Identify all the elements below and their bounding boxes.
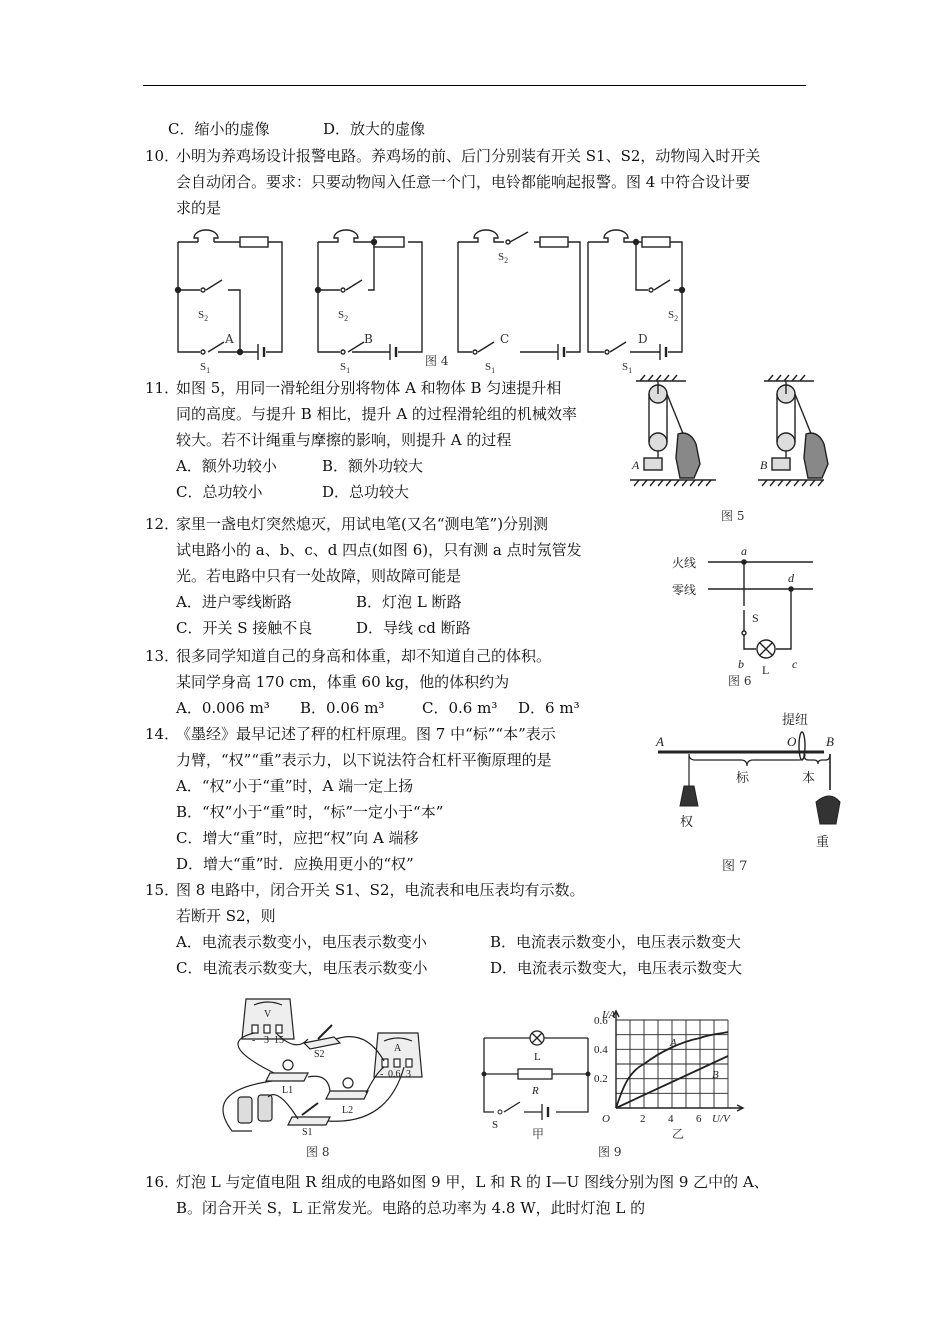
svg-text:6: 6	[696, 1113, 702, 1125]
figure-9b-iu-chart	[594, 1009, 750, 1130]
q10-number: 10．	[145, 147, 180, 165]
q15-option-d: D．电流表示数变大，电压表示数变大	[490, 959, 743, 977]
q14-number: 14．	[145, 725, 180, 743]
q15-stem-1: 图 8 电路中，闭合开关 S1、S2，电流表和电压表均有示数。	[176, 881, 585, 899]
svg-text:标: 标	[736, 770, 750, 785]
svg-text:S2: $S_2$	[338, 309, 349, 323]
svg-text:3: 3	[406, 1069, 411, 1080]
fig4-panel-d-label: D	[638, 332, 648, 346]
svg-text:4: 4	[668, 1113, 674, 1125]
svg-text:S2: $S_2$	[668, 309, 679, 323]
header-rule	[143, 85, 806, 86]
svg-text:L1: L1	[282, 1085, 294, 1096]
q11-option-b: B．额外功较大	[322, 457, 424, 475]
fig9-sub-a: 甲	[532, 1127, 545, 1141]
q11-option-a: A．额外功较小	[176, 457, 277, 475]
figure-4-circuits	[170, 228, 710, 375]
figure-8-circuit	[218, 995, 448, 1138]
fig4-panel-c-label: C	[500, 332, 510, 346]
figure-7-steelyard	[652, 710, 832, 860]
q10-stem-2: 会自动闭合。要求：只要动物闯入任意一个门，电铃都能响起报警。图 4 中符合设计要	[176, 173, 751, 191]
svg-text:S: S	[752, 611, 759, 625]
svg-text:0.4: 0.4	[594, 1044, 608, 1056]
svg-text:-: -	[252, 1035, 256, 1046]
svg-text:b: b	[738, 657, 744, 671]
svg-text:R: R	[532, 1085, 539, 1097]
fig7-caption: 图 7	[722, 859, 748, 874]
q13-option-b: B．0.06 m³	[300, 699, 385, 717]
q16-stem-2: B。闭合开关 S，L 正常发光。电路的总功率为 4.8 W，此时灯泡 L 的	[176, 1199, 646, 1217]
svg-text:V: V	[264, 1009, 272, 1020]
svg-text:2: 2	[640, 1113, 646, 1125]
fig8-caption: 图 8	[306, 1145, 330, 1159]
q12-option-b: B．灯泡 L 断路	[356, 593, 462, 611]
svg-text:I/A: I/A	[602, 1009, 616, 1021]
svg-text:0.6: 0.6	[388, 1069, 401, 1080]
q16-number: 16．	[145, 1173, 180, 1191]
q15-stem-2: 若断开 S2，则	[176, 907, 276, 925]
q13-option-c: C．0.6 m³	[422, 699, 498, 717]
q11-option-c: C．总功较小	[176, 483, 263, 501]
fig5-caption: 图 5	[721, 509, 745, 523]
q15-option-b: B．电流表示数变小，电压表示数变大	[490, 933, 742, 951]
fig4-caption: 图 4	[425, 354, 449, 368]
svg-text:权: 权	[680, 814, 694, 829]
q12-stem-3: 光。若电路中只有一处故障，则故障可能是	[176, 567, 462, 585]
svg-text:-: -	[380, 1069, 384, 1080]
figure-9a-circuit	[480, 1010, 600, 1131]
svg-text:S2: $S_2$	[198, 309, 209, 323]
q13-stem-2: 某同学身高 170 cm，体重 60 kg，他的体积约为	[176, 673, 510, 691]
q11-option-d: D．总功较大	[322, 483, 410, 501]
svg-text:0.2: 0.2	[594, 1073, 608, 1085]
q12-option-d: D．导线 cd 断路	[356, 619, 471, 637]
q15-number: 15．	[145, 881, 180, 899]
q10-stem-1: 小明为养鸡场设计报警电路。养鸡场的前、后门分别装有开关 S1、S2，动物闯入时开关	[176, 147, 761, 165]
svg-text:S: S	[492, 1119, 499, 1131]
q11-stem-2: 同的高度。与提升 B 相比，提升 A 的过程滑轮组的机械效率	[176, 405, 577, 423]
q12-number: 12．	[145, 515, 180, 533]
svg-text:0.6: 0.6	[594, 1015, 608, 1027]
q15-option-a: A．电流表示数变小，电压表示数变小	[176, 933, 427, 951]
svg-text:3: 3	[264, 1035, 269, 1046]
q14-stem-2: 力臂，“权”“重”表示力，以下说法符合杠杆平衡原理的是	[176, 751, 552, 769]
svg-text:S1: $S_1$	[200, 361, 211, 375]
svg-text:B: B	[760, 458, 768, 472]
q13-option-a: A．0.006 m³	[176, 699, 270, 717]
svg-text:B: B	[712, 1069, 719, 1081]
svg-text:L: L	[762, 663, 770, 677]
svg-text:重: 重	[816, 834, 830, 849]
fig6-caption: 图 6	[728, 674, 752, 688]
figure-6-wiring	[672, 540, 818, 690]
svg-text:本: 本	[802, 770, 816, 785]
svg-text:O: O	[787, 734, 797, 749]
svg-text:零线: 零线	[672, 583, 697, 597]
fig9-sub-b: 乙	[672, 1127, 685, 1141]
svg-text:15: 15	[274, 1035, 284, 1046]
svg-text:c: c	[792, 657, 798, 671]
q16-stem-1: 灯泡 L 与定值电阻 R 组成的电路如图 9 甲，L 和 R 的 I—U 图线分别为图 9 乙中的 A、	[176, 1173, 769, 1191]
svg-text:L: L	[534, 1051, 541, 1063]
svg-text:O: O	[602, 1113, 610, 1125]
svg-text:L2: L2	[342, 1105, 354, 1116]
fig4-panel-b-label: B	[364, 332, 373, 346]
q14-option-a: A．“权”小于“重”时，A 端一定上扬	[176, 777, 414, 795]
svg-text:a: a	[741, 544, 747, 558]
svg-text:B: B	[826, 734, 834, 749]
fig4-panel-a-label: A	[225, 332, 234, 346]
q12-stem-2: 试电路小的 a、b、c、d 四点(如图 6)，只有测 a 点时氖管发	[176, 541, 582, 559]
q12-option-a: A．进户零线断路	[176, 593, 292, 611]
svg-text:U/V: U/V	[712, 1113, 730, 1125]
svg-text:提纽: 提纽	[782, 712, 809, 727]
q13-number: 13．	[145, 647, 180, 665]
q11-stem-3: 较大。若不计绳重与摩擦的影响，则提升 A 的过程	[176, 431, 512, 449]
svg-text:d: d	[788, 571, 794, 585]
svg-text:A: A	[394, 1043, 402, 1054]
fig9-caption: 图 9	[598, 1145, 622, 1159]
q12-stem-1: 家里一盏电灯突然熄灭，用试电笔(又名“测电笔”)分别测	[176, 515, 549, 533]
q12-option-c: C．开关 S 接触不良	[176, 619, 313, 637]
svg-text:S1: $S_1$	[340, 361, 351, 375]
figure-5-pulleys	[626, 372, 822, 502]
svg-text:A: A	[656, 734, 664, 749]
q11-stem-1: 如图 5，用同一滑轮组分别将物体 A 和物体 B 匀速提升相	[176, 379, 562, 397]
svg-text:A: A	[670, 1037, 677, 1049]
q13-stem-1: 很多同学知道自己的身高和体重，却不知道自己的体积。	[176, 647, 552, 665]
q9-option-d: D．放大的虚像	[323, 120, 426, 138]
q11-number: 11．	[145, 379, 180, 397]
svg-text:S2: $S_2$	[498, 251, 509, 265]
svg-text:S1: $S_1$	[485, 361, 496, 375]
svg-text:A: A	[632, 458, 640, 472]
q14-option-b: B．“权”小于“重”时，“标”一定小于“本”	[176, 803, 444, 821]
svg-text:S1: $S_1$	[622, 361, 633, 375]
q15-option-c: C．电流表示数变大，电压表示数变小	[176, 959, 428, 977]
q14-stem-1: 《墨经》最早记述了秤的杠杆原理。图 7 中“标”“本”表示	[176, 725, 556, 743]
svg-text:S2: S2	[314, 1049, 325, 1060]
q13-option-d: D．6 m³	[518, 699, 580, 717]
q9-option-c: C．缩小的虚像	[168, 120, 270, 138]
q10-stem-3: 求的是	[176, 199, 222, 217]
svg-text:火线: 火线	[672, 556, 697, 570]
q14-option-c: C．增大“重”时，应把“权”向 A 端移	[176, 829, 419, 847]
svg-text:S1: S1	[302, 1127, 313, 1138]
q14-option-d: D．增大“重”时．应换用更小的“权”	[176, 855, 414, 873]
